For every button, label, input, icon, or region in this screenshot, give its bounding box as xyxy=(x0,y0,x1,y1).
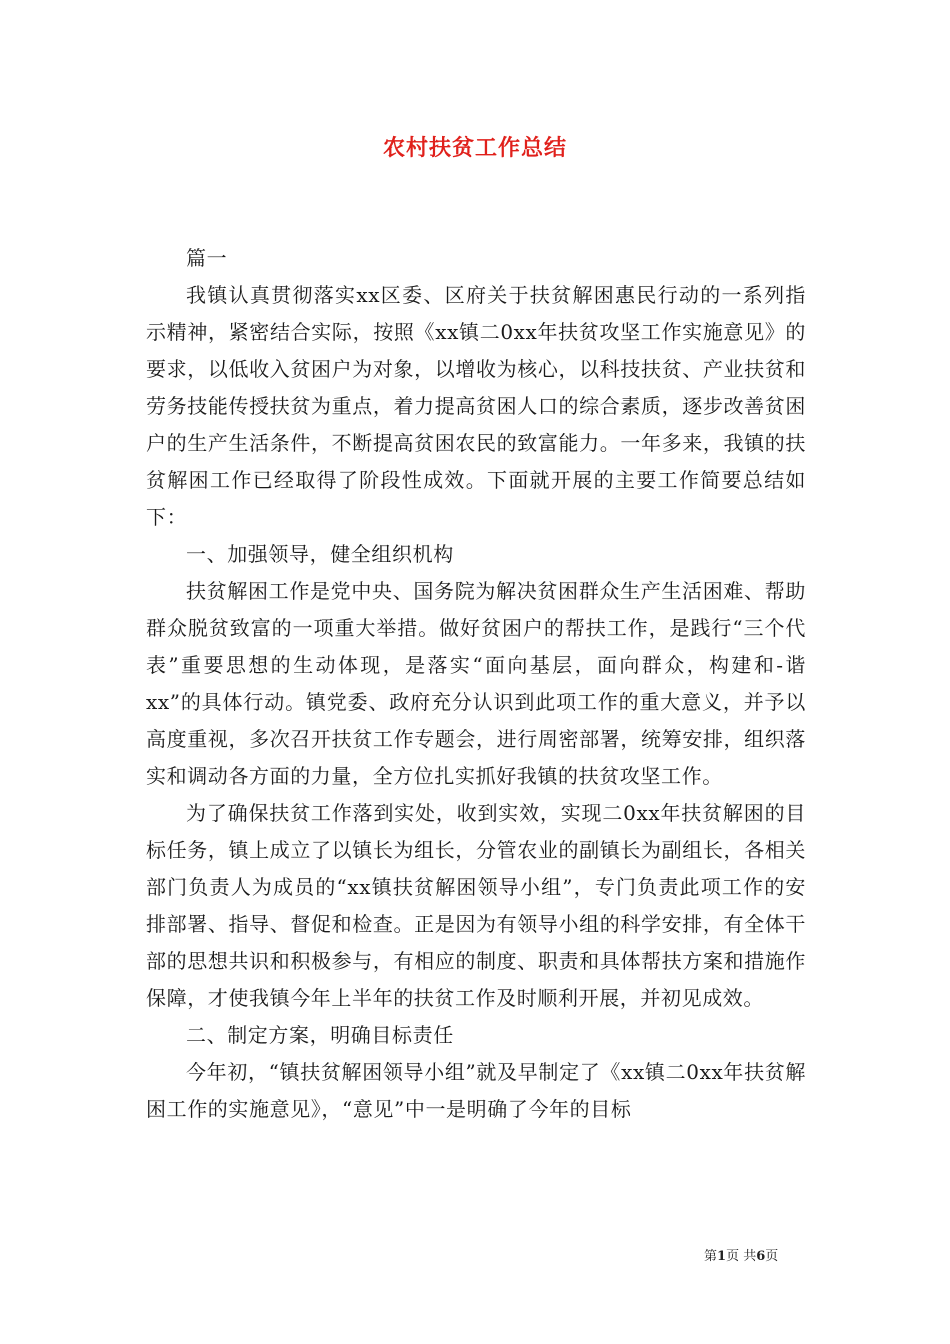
section-label-part-one: 篇一 xyxy=(186,246,228,270)
paragraph-intro: 我镇认真贯彻落实xx区委、区府关于扶贫解困惠民行动的一系列指示精神，紧密结合实际，按照《xx镇二0xx年扶贫攻坚工作实施意见》的要求，以低收入贫困户为对象，以增收为核心，以科技扶贫、产业扶贫和劳务技能传授扶贫为重点，着力提高贫困人口的综合素质，逐步改善贫困户的生产生活条件，不断提高贫困农民的致富能力。一年多来，我镇的扶贫解困工作已经取得了阶段性成效。下面就开展的主要工作简要总结如下： xyxy=(146,283,806,529)
document-body xyxy=(146,240,806,1128)
footer-total-pages: 6 xyxy=(756,1249,766,1264)
paragraph-section-two-a: 今年初，“镇扶贫解困领导小组”就及早制定了《xx镇二0xx年扶贫解困工作的实施意见》，“意见”中一是明确了今年的目标 xyxy=(146,1060,806,1121)
footer-current-page: 1 xyxy=(717,1249,727,1264)
paragraph-section-one-a: 扶贫解困工作是党中央、国务院为解决贫困群众生产生活困难、帮助群众脱贫致富的一项重大举措。做好贫困户的帮扶工作，是践行“三个代表”重要思想的生动体现，是落实“面向基层，面向群众，构建和-谐xx”的具体行动。镇党委、政府充分认识到此项工作的重大意义，并予以高度重视，多次召开扶贫工作专题会，进行周密部署，统筹安排，组织落实和调动各方面的力量，全方位扎实抓好我镇的扶贫攻坚工作。 xyxy=(146,579,806,788)
footer-middle: 页 共 xyxy=(726,1249,757,1264)
paragraph-section-one-b: 为了确保扶贫工作落到实处，收到实效，实现二0xx年扶贫解困的目标任务，镇上成立了以镇长为组长，分管农业的副镇长为副组长，各相关部门负责人为成员的“xx镇扶贫解困领导小组”，专门负责此项工作的安排部署、指导、督促和检查。正是因为有领导小组的科学安排，有全体干部的思想共识和积极参与，有相应的制度、职责和具体帮扶方案和措施作保障，才使我镇今年上半年的扶贫工作及时顺利开展，并初见成效。 xyxy=(146,801,806,1010)
document-title: 农村扶贫工作总结 xyxy=(382,136,567,161)
footer-suffix: 页 xyxy=(765,1249,779,1264)
heading-section-two: 二、制定方案，明确目标责任 xyxy=(186,1023,454,1047)
heading-section-one: 一、加强领导，健全组织机构 xyxy=(186,542,454,566)
page-number-footer xyxy=(704,1245,814,1264)
footer-prefix: 第 xyxy=(704,1249,718,1264)
